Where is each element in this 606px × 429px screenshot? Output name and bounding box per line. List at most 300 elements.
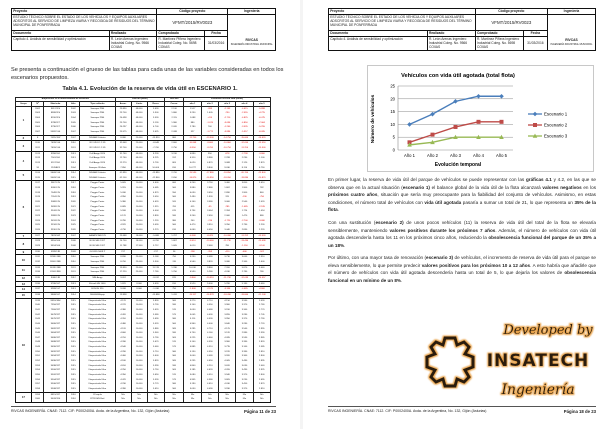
table-cell: N/a (253, 397, 270, 402)
table-cell: 4.480 (201, 308, 218, 313)
table-cell: 2.220 (253, 228, 270, 233)
emphasis-text: obsolescencia funcional del parque de un 35% a un 18% (328, 235, 596, 248)
group-id: 4 (16, 151, 32, 171)
table-cell: 2047 (31, 336, 44, 341)
table-cell: 3.735 (219, 345, 236, 350)
table-cell: 2.790 (236, 223, 253, 228)
table-cell: N/a (164, 397, 183, 402)
column-header: año 5 (253, 102, 270, 106)
table-cell: 9.800 (201, 165, 218, 170)
chart-container (367, 65, 594, 172)
table-cell: 4.470 (115, 378, 131, 383)
group-id: 1 (16, 106, 32, 135)
table-cell: 4.710 (201, 298, 218, 303)
table-cell: 9958CHJ (44, 151, 67, 156)
table-cell: -15.600 (236, 135, 253, 141)
table-cell: 10.000 (131, 205, 147, 210)
table-cell: -4.825 (236, 116, 253, 121)
table-cell: Sweeper PM4 (80, 121, 115, 126)
table-cell: 4.030 (184, 191, 201, 196)
table-cell: 3.030 (253, 298, 270, 303)
table-cell: 3.360 (236, 354, 253, 359)
table-cell: 5.270 (147, 228, 164, 233)
chart-x-tick-label: Año 4 (473, 153, 484, 158)
table-cell: -3.100 (253, 244, 270, 249)
table-cell: -18.050 (219, 176, 236, 181)
table-cell: -10.860 (219, 141, 236, 146)
table-cell: 10.000 (131, 359, 147, 364)
table-cell: 3.060 (219, 200, 236, 205)
table-cell: CITROËN Berl. (80, 397, 115, 402)
table-cell: Sweeper PM4 (80, 130, 115, 135)
table-cell: 2.870 (253, 382, 270, 387)
table-cell: 5.712 (147, 244, 164, 249)
table-cell: 8388CFS (44, 111, 67, 116)
table-cell: 10.000 (131, 354, 147, 359)
table-cell: N/a (184, 397, 201, 402)
table-cell: -1.720 (219, 219, 236, 224)
table-cell: 5.060 (253, 281, 270, 287)
table-cell: 2.895 (253, 359, 270, 364)
table-cell: 8110CJRE (44, 270, 67, 275)
table-cell: -1.076 (201, 121, 218, 126)
table-cell: N/a (219, 397, 236, 402)
table-cell: 327 (184, 130, 201, 135)
page-number: Página 18 de 23 (563, 409, 596, 414)
chart-legend-label: Escenario 3 (544, 133, 568, 139)
table-cell: 4.600 (147, 181, 164, 186)
group-id: 7 (16, 233, 32, 239)
table-cell: 1.724 (236, 209, 253, 214)
table-cell: 2.585 (253, 345, 270, 350)
table-cell: -13.500 (201, 135, 218, 141)
table-cell: 5.180 (236, 281, 253, 287)
table-cell: 5.140 (184, 303, 201, 308)
code-label: Código proyecto (157, 9, 228, 15)
made-label: Realizado (427, 31, 475, 37)
table-cell: -19.860 (236, 292, 253, 298)
table-cell: 25.700 (115, 121, 131, 126)
group-header: Adquisición en el dimensionado de vehículos (16, 98, 116, 102)
table-cell: 2015 (67, 364, 80, 369)
table-cell: Fitopesticide Ultra (80, 331, 115, 336)
table-cell: 810 (164, 281, 183, 287)
table-cell: Piaggio Porter (80, 223, 115, 228)
emphasis-text: obsolescencia funcional en un mínimo de un 8% (328, 270, 596, 283)
table-cell: -13.898 (147, 292, 164, 298)
table-cell: -3.896 (219, 130, 236, 135)
table-cell: N/a (236, 397, 253, 402)
emphasis-text: gráficas 4.1 (525, 177, 552, 182)
table-cell: 6.170 (115, 214, 131, 219)
table-cell: N/a (201, 397, 218, 402)
table-cell: 9480CRT (44, 322, 67, 327)
emphasis-text: valores positivos para los próximos 10 a 12 años (421, 262, 531, 268)
table-cell: 4.560 (184, 260, 201, 265)
table-cell: 3.580 (201, 200, 218, 205)
group-id: 13 (16, 281, 32, 287)
table-cell: 782 (253, 186, 270, 191)
table-cell: 2011 (67, 146, 80, 151)
table-cell: 560 (164, 322, 183, 327)
table-cell: 10.000 (131, 298, 147, 303)
table-cell: 2012 (67, 275, 80, 281)
document-header-table (11, 8, 276, 51)
table-cell: -19.890 (236, 176, 253, 181)
table-cell: 2014 (67, 292, 80, 298)
table-cell: N/a (253, 392, 270, 397)
table-cell: 2015 (67, 359, 80, 364)
table-cell: -11.700 (236, 146, 253, 151)
checked-by: R. Martínez Piñera Ingeniero Industrial Coleg. No. 5698 COIIAS (157, 37, 205, 51)
table-cell: NISSAN Cabstar (80, 171, 115, 176)
table-cell: -3.336 (219, 287, 236, 293)
table-cell: 3.460 (219, 181, 236, 186)
table-cell: 5.295 (184, 326, 201, 331)
table-cell: 10.010 (184, 265, 201, 270)
table-cell: 32.648 (115, 141, 131, 146)
table-cell: 5517CHJ (44, 161, 67, 166)
table-cell: N/a (131, 392, 147, 397)
table-cell: 6.685 (115, 205, 131, 210)
group-id: 9 (16, 249, 32, 255)
table-cell: 48.000 (131, 156, 147, 161)
table-cell: -11.762 (236, 233, 253, 239)
table-cell: 3.440 (219, 228, 236, 233)
table-cell: -993 (201, 106, 218, 111)
table-cell: 9648CGS (44, 171, 67, 176)
table-cell: Drill Ampp 2020 (80, 156, 115, 161)
table-cell: -10.060 (201, 239, 218, 244)
table-cell: 3.130 (147, 121, 164, 126)
table-cell: Sweeper PM4 (80, 270, 115, 275)
chart-y-tick-label: 25 (390, 83, 395, 89)
paragraph-text: de unos pocos vehículos (11) la reserva de vida útil del total de la flota se elevaría sensiblemente, manteniendo (328, 220, 596, 233)
table-cell: NISSAN Cabstar (80, 135, 115, 141)
table-cell: 2058 (31, 387, 44, 392)
table-cell: 4.710 (201, 326, 218, 331)
table-cell: 2013 (31, 151, 44, 156)
table-cell: 13.898 (115, 292, 131, 298)
table-cell: 3.610 (253, 181, 270, 186)
table-cell: 912 (164, 156, 183, 161)
table-cell: 7360CRT (44, 308, 67, 313)
table-cell: Fitopesticide Ultra (80, 387, 115, 392)
column-header: año 1 (184, 102, 201, 106)
table-cell: 10.000 (131, 382, 147, 387)
table-cell: 9494CRT (44, 354, 67, 359)
table-cell: N/a (147, 397, 164, 402)
table-cell: 2.810 (253, 350, 270, 355)
table-cell: 24.700 (115, 239, 131, 244)
group-id: 3 (16, 141, 32, 151)
table-cell: 4.095 (219, 336, 236, 341)
paragraph-text: . (401, 277, 403, 283)
table-cell: 8.700 (115, 260, 131, 265)
chart-x-tick-label: Año 3 (450, 153, 461, 158)
table-cell: 3.064 (201, 209, 218, 214)
table-cell: 48.000 (131, 116, 147, 121)
table-cell: 760 (201, 125, 218, 130)
table-cell: 9498CJS (44, 205, 67, 210)
table-cell: 5.690 (147, 317, 164, 322)
table-cell: 2.800 (253, 373, 270, 378)
table-cell: 860 (164, 135, 183, 141)
table-cell: 13.830 (115, 265, 131, 270)
table-cell: 565 (164, 368, 183, 373)
checked-label: Comprobado (157, 31, 205, 37)
table-cell: 9.036 (115, 287, 131, 293)
table-cell: 10.000 (131, 200, 147, 205)
table-cell: 2006 (31, 125, 44, 130)
table-cell: -2.710 (219, 116, 236, 121)
table-cell: 3.940 (219, 373, 236, 378)
table-cell: 4.210 (201, 364, 218, 369)
table-cell: 9080CJR (44, 275, 67, 281)
table-cell: 2011 (67, 265, 80, 270)
table-cell: 2.705 (253, 313, 270, 318)
group-id: 5 (16, 171, 32, 181)
table-cell: 2015 (67, 322, 80, 327)
table-cell: 10.000 (147, 165, 164, 170)
table-cell: 2023 (67, 214, 80, 219)
emphasis-text: vida útil agotada (424, 199, 462, 205)
table-cell: 2.394 (219, 209, 236, 214)
gear-icon (427, 338, 473, 386)
table-cell: -15.530 (184, 171, 201, 176)
table-cell: 2009 (67, 249, 80, 255)
table-cell: -9.012 (147, 275, 164, 281)
table-cell: 4.480 (201, 255, 218, 260)
group-header: Uso año (164, 98, 183, 102)
table-cell: 2003 (31, 111, 44, 116)
column-header: año 2 (201, 102, 218, 106)
table-cell: -8.095 (253, 130, 270, 135)
table-cell: Fitopesticide Ultra (80, 373, 115, 378)
table-cell: 4.750 (184, 331, 201, 336)
table-cell: 5.280 (201, 270, 218, 275)
table-cell: 2015 (67, 340, 80, 345)
table-cell: 3.310 (164, 151, 183, 156)
paragraph-text: y 4.2, en las que se observa que en la actual situación ( (328, 177, 596, 190)
table-cell: MM Ampp (80, 275, 115, 281)
table-cell: 4.350 (115, 373, 131, 378)
table-cell: BOSCHIS 120T (80, 239, 115, 244)
table-cell: -14.750 (219, 135, 236, 141)
table-cell: N/a (131, 397, 147, 402)
table-cell: Fitopesticide Ultra (80, 368, 115, 373)
table-cell: 1.665 (164, 244, 183, 249)
chart-x-tick-label: Año 1 (404, 153, 415, 158)
table-cell: 2015 (67, 313, 80, 318)
table-cell: 10.000 (131, 331, 147, 336)
table-cell: 10.000 (131, 219, 147, 224)
table-cell: 4.620 (147, 200, 164, 205)
table-cell: 2004 (67, 165, 80, 170)
table-cell: 9807CJS (44, 181, 67, 186)
table-cell: 2025 (31, 223, 44, 228)
chart-x-axis-label: Evolución temporal (434, 162, 482, 168)
table-cell: 2042 (31, 313, 44, 318)
project-label: Proyecto (12, 9, 157, 15)
table-cell: 4.960 (184, 322, 201, 327)
table-cell: 2043 (31, 317, 44, 322)
table-cell: 3.830 (147, 214, 164, 219)
table-cell: -15.500 (253, 146, 270, 151)
group-id: 12 (16, 275, 32, 281)
table-cell: 1.605 (201, 111, 218, 116)
table-cell: -7.700 (147, 146, 164, 151)
table-cell: 2.870 (253, 161, 270, 166)
table-cell: 4.030 (219, 270, 236, 275)
table-cell: 3.060 (236, 255, 253, 260)
table-cell: 10.000 (131, 364, 147, 369)
table-cell: -16.620 (253, 135, 270, 141)
table-cell: 9478CRT (44, 313, 67, 318)
table-cell: 2017 (31, 181, 44, 186)
table-cell: 3.370 (236, 373, 253, 378)
table-cell: 2015 (67, 378, 80, 383)
table-cell: 2.800 (164, 141, 183, 146)
table-cell: 5.880 (147, 326, 164, 331)
table-cell: 25.000 (131, 141, 147, 146)
table-cell: 9088CJS (44, 200, 67, 205)
table-cell: N/a (219, 392, 236, 397)
table-cell: 3.160 (236, 345, 253, 350)
table-cell: -11.750 (184, 135, 201, 141)
table-cell: 8.230 (147, 151, 164, 156)
table-cell: 4.055 (219, 368, 236, 373)
column-header: Acum. (115, 102, 131, 106)
table-cell: 9496CRT (44, 359, 67, 364)
emphasis-text: próximos cuatro años (328, 192, 378, 197)
table-cell: 2008 (67, 239, 80, 244)
table-cell: 575 (164, 378, 183, 383)
table-cell: 11.170 (147, 265, 164, 270)
table-cell: 4.100 (184, 200, 201, 205)
table-cell: 10.277 (184, 165, 201, 170)
table-cell: -5.898 (253, 106, 270, 111)
table-cell: 6.310 (184, 156, 201, 161)
table-cell: 3.930 (219, 387, 236, 392)
table-cell: 9108CJS (44, 209, 67, 214)
table-cell: 1.330 (164, 265, 183, 270)
group-id: 14 (16, 287, 32, 293)
table-cell: -190 (236, 195, 253, 200)
table-cell: 2015 (67, 382, 80, 387)
table-cell: 4.510 (201, 373, 218, 378)
group-id: 10 (16, 255, 32, 265)
table-cell: 9868CHT (44, 292, 67, 298)
table-cell: -8.648 (147, 141, 164, 146)
table-cell: 3.450 (236, 382, 253, 387)
table-cell: -2.153 (219, 106, 236, 111)
page-number: Página 11 de 23 (243, 409, 276, 414)
table-cell: 590 (164, 303, 183, 308)
table-cell: 2.098 (164, 130, 183, 135)
table-cell: 48.000 (131, 125, 147, 130)
table-cell: 2040 (31, 303, 44, 308)
table-cell: -2.555 (236, 111, 253, 116)
table-cell: 8815CRT (44, 392, 67, 397)
table-cell: 5.225 (184, 336, 201, 341)
table-cell: 2026 (31, 228, 44, 233)
table-cell: 4.610 (201, 382, 218, 387)
table-cell: BOSCHIS 120T (80, 244, 115, 249)
chart-y-tick-label: 0 (392, 147, 395, 153)
table-cell: 9498CRT (44, 364, 67, 369)
table-cell: 660 (164, 181, 183, 186)
table-cell: Fitopesticide Ultra (80, 382, 115, 387)
table-cell: 3.730 (219, 255, 236, 260)
table-cell: 1.870 (115, 281, 131, 287)
table-cell: 5.400 (201, 281, 218, 287)
table-cell: -1.036 (147, 287, 164, 293)
table-cell: 8.090 (115, 135, 131, 141)
table-cell: 217 (115, 249, 131, 255)
table-cell: 2018 (67, 186, 80, 191)
table-cell: -4.850 (236, 121, 253, 126)
table-cell: 31.760 (115, 151, 131, 156)
table-cell: IFV IVECO 2.3D (80, 146, 115, 151)
table-cell: 5.610 (147, 387, 164, 392)
table-cell: 3.950 (219, 317, 236, 322)
table-cell: 2.060 (219, 214, 236, 219)
table-cell: -353 (201, 249, 218, 255)
table-cell: 2.115 (164, 116, 183, 121)
table-cell: 3.805 (219, 378, 236, 383)
table-cell: Piaggio Porter (80, 219, 115, 224)
table-cell: Piaggio Porter (80, 186, 115, 191)
table-cell: 10.000 (131, 209, 147, 214)
table-cell: -1.485 (236, 205, 253, 210)
table-cell: 2010 (31, 141, 44, 146)
table-cell: 5.620 (147, 308, 164, 313)
table-cell: 2020 (67, 200, 80, 205)
table-cell: 2045 (31, 326, 44, 331)
table-cell: 11.788 (115, 244, 131, 249)
table-cell: 520 (164, 200, 183, 205)
table-cell: 3.910 (201, 223, 218, 228)
table-cell: 10.000 (131, 223, 147, 228)
table-cell: 8.780 (115, 219, 131, 224)
table-cell: 3.620 (219, 364, 236, 369)
table-cell: 10.000 (131, 308, 147, 313)
table-cell: 4.050 (201, 228, 218, 233)
table-cell: 570 (164, 373, 183, 378)
table-cell: 4.620 (201, 368, 218, 373)
table-cell: 2015 (67, 368, 80, 373)
table-cell: N/a (184, 392, 201, 397)
table-cell: Drill Ampp 2020 (80, 161, 115, 166)
table-cell: 7.200 (219, 265, 236, 270)
table-cell: 2049 (31, 345, 44, 350)
table-cell: 9500CRT (44, 368, 67, 373)
table-cell: 980 (164, 219, 183, 224)
table-cell: 48.000 (131, 106, 147, 111)
table-cell: 2010 (67, 255, 80, 260)
table-cell: -20.700 (236, 171, 253, 176)
table-cell: 2015 (67, 326, 80, 331)
table-cell: 5.750 (147, 368, 164, 373)
table-cell: 2.290 (236, 156, 253, 161)
made-label: Realizado (109, 31, 157, 37)
table-cell: 2039 (31, 298, 44, 303)
column-header: año 4 (236, 102, 253, 106)
table-cell: 780 (253, 270, 270, 275)
table-cell: 2041 (31, 308, 44, 313)
table-cell: Fitopesticide Ultra (80, 345, 115, 350)
